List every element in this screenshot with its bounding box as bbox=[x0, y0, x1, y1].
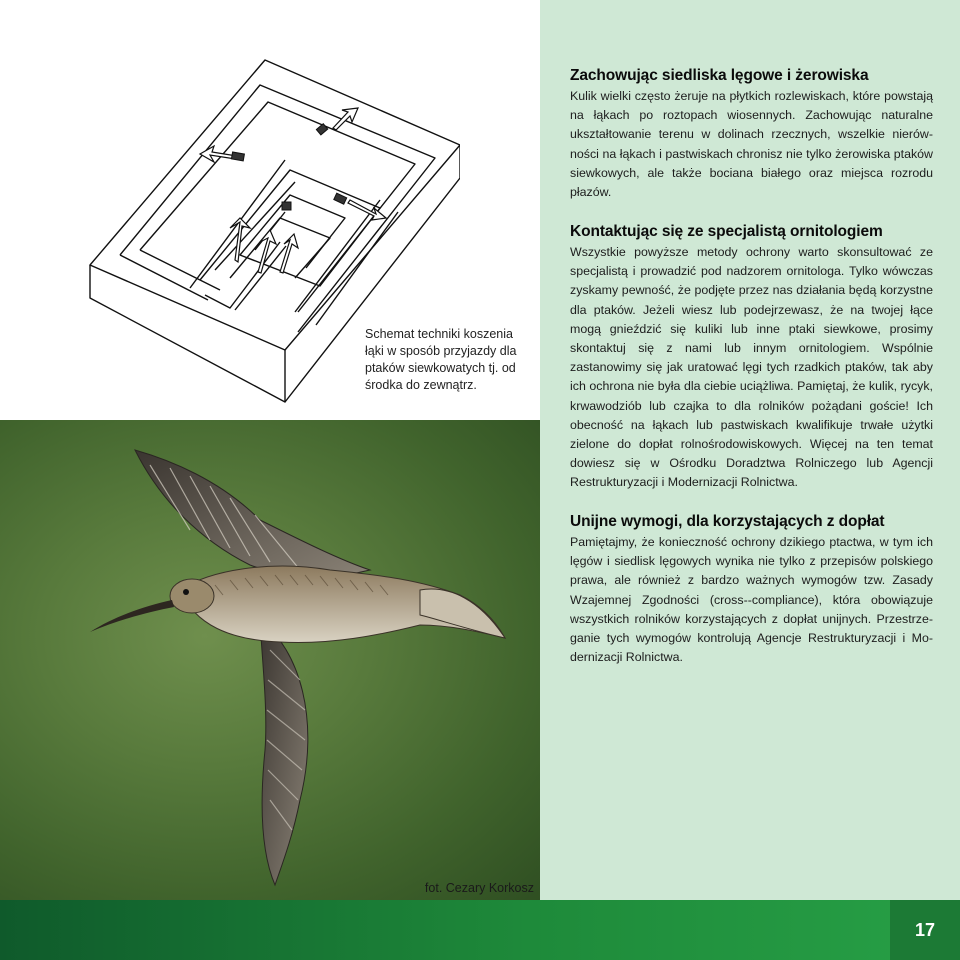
curlew-illustration bbox=[0, 420, 540, 900]
section-habitat-body: Kulik wielki często żeruje na płytkich rozlewiskach, które powstają na łąkach po roztopach wiosennych. Zachowując naturalne ukształtowanie terenu w dolinach rzecznych, wszelkie nierówności na łąkach i pastwiskach chronisz nie tylko żerowiska ptaków siewkowych, ale także bociana białego oraz miejsca rozrodu płazów. bbox=[570, 89, 933, 200]
section-habitat-title: Zachowując siedliska lęgowe i żerowiska bbox=[570, 67, 869, 84]
section-ornithologist-body: Wszystkie powyższe metody ochrony warto skonsultować ze specjalistą i prowadzić pod nadzorem ornitologa. Tylko wówczas zyskamy pewność, że podjęte przez nas działania będą korzystne dla ptaków. Jeżeli wiesz lub podejrzewasz, że na twojej łące mogą gnieździć się kuliki lub inne ptaki siewkowe, prosimy skontaktuj się z nami lub innym ornitologiem. Wspólnie zastanowimy się jak uratować lęgi tych rzadkich ptaków, tak aby ich ochrona nie była dla ciebie uciążliwa. Pamiętaj, że kulik, rycyk, krwawodziób lub czajka to dla rolników pożądani goście! Ich obecność na łąkach lub pastwiskach kwalifikuje trwałe użytki zielone do dopłat rolnośrodowiskowych. Więcej na ten temat dowiesz się w Ośrodku Doradztwa Rolniczego lub Agencji Restrukturyzacji i Modernizacji Rolnictwa. bbox=[570, 245, 933, 490]
section-eu-requirements-title: Unijne wymogi, dla korzystających z dopłat bbox=[570, 513, 885, 530]
mowing-diagram-area bbox=[0, 0, 540, 420]
photo-credit: fot. Cezary Korkosz bbox=[424, 881, 534, 895]
section-eu-requirements-body: Pamiętajmy, że konieczność ochrony dzikiego ptactwa, w tym ich lęgów i siedlisk lęgowych wynika nie tylko z przepisów polskiego prawa, ale również z bardzo ważnych wymogów tzw. Zasady Wzajemnej Zgodności (cross--compliance), która obowiązuje wszystkich rolników korzystających z dopłat unijnych. Przestrzeganie tych wymogów kontrolują Agencje Restrukturyzacji i Modernizacji Rolnictwa. bbox=[570, 535, 933, 665]
section-habitat bbox=[570, 66, 933, 202]
curlew-photo bbox=[0, 420, 540, 900]
section-ornithologist-title: Kontaktując się ze specjalistą ornitologiem bbox=[570, 223, 883, 240]
text-panel bbox=[540, 0, 960, 900]
section-eu-requirements bbox=[570, 512, 933, 667]
page-number: 17 bbox=[890, 900, 960, 960]
footer-bar bbox=[0, 900, 960, 960]
section-ornithologist bbox=[570, 222, 933, 493]
diagram-caption: Schemat techniki koszenia łąki w sposób przyjazdy dla ptaków siewkowatych tj. od środka do zewnątrz. bbox=[365, 327, 517, 392]
